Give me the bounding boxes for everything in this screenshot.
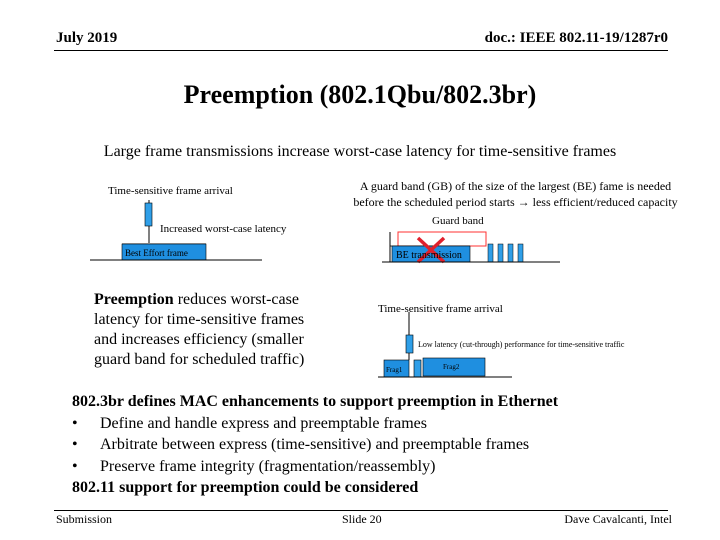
bullet-item: • Arbitrate between express (time-sensitive) and preemptable frames [72,436,530,453]
body-text [72,391,558,499]
body-heading: 802.3br defines MAC enhancements to support preemption in Ethernet [72,393,559,410]
header-date: July 2019 [56,30,118,46]
scheduled-frame [488,244,493,262]
scheduled-frame [498,244,503,262]
body-closing: 802.11 support for preemption could be considered [72,479,419,496]
preempt-arrival-label: Time-sensitive frame arrival [378,303,503,315]
express-transmission-box [414,360,421,377]
preemption-line3: and increases efficiency (smaller [94,331,304,348]
preemption-line2: latency for time-sensitive frames [94,311,305,328]
preemption-keyword: Preemption [94,291,174,308]
preemption-line4: guard band for scheduled traffic) [94,351,305,368]
guard-note-line1: A guard band (GB) of the size of the largest (BE) fame is needed [359,179,672,193]
footer-submission: Submission [56,512,113,526]
slide-title: Preemption (802.1Qbu/802.3br) [183,80,537,109]
preemption-description [94,290,304,370]
guard-note-line2: before the scheduled period starts → less efficient/reduced capacity [353,195,678,209]
footer-slide-number: Slide 20 [342,512,382,526]
guard-band-note [323,178,708,210]
time-sensitive-frame-box [145,203,152,226]
guard-band-label: Guard band [432,215,484,227]
footer-author: Dave Cavalcanti, Intel [564,512,672,526]
frag2-label: Frag2 [443,363,460,371]
latency-label: Increased worst-case latency [160,223,287,235]
express-frame-box [406,335,413,353]
header-doc-id: doc.: IEEE 802.11-19/1287r0 [484,30,668,46]
scheduled-frame [518,244,523,262]
best-effort-label: Best Effort frame [125,248,188,258]
bullet-item: • Preserve frame integrity (fragmentation/reassembly) [72,457,436,475]
scheduled-frame [508,244,513,262]
low-latency-label: Low latency (cut-through) performance for time-sensitive traffic [418,340,625,349]
preemption-line1: Preemption reduces worst-case [94,291,299,308]
be-transmission-label: BE transmission [396,250,462,261]
left-arrival-label: Time-sensitive frame arrival [108,185,233,197]
footer-divider [54,510,668,511]
slide-subtitle: Large frame transmissions increase worst-case latency for time-sensitive frames [103,143,617,160]
frag1-label: Frag1 [386,366,403,374]
bullet-item: • Define and handle express and preemptable frames [72,414,427,432]
